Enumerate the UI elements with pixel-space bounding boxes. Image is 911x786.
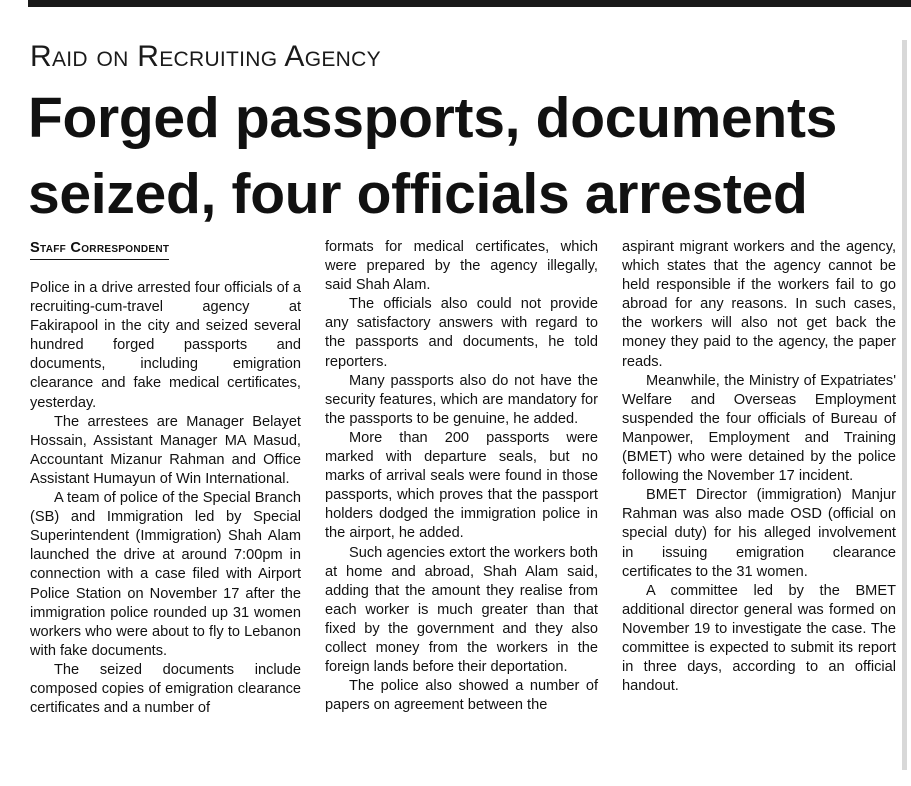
paragraph: More than 200 passports were marked with departure seals, but no marks of arrival seals were found in those passports, which proves that the passport holders dodged the immigration police in the airport, he added. xyxy=(325,429,598,542)
headline-line-2: seized, four officials arrested xyxy=(28,162,808,226)
byline: Staff Correspondent xyxy=(30,238,169,260)
top-border-rule xyxy=(28,0,911,7)
paragraph: Meanwhile, the Ministry of Expatriates' Welfare and Overseas Employment suspended the four officials of Bureau of Manpower, Employment and Training (BMET) who were detained by the police following the November 17 incident. xyxy=(622,372,896,485)
paragraph: Police in a drive arrested four officials of a recruiting-cum-travel agency at Fakirapool in the city and seized several hundred forged passports and documents, including emigration clearance and fake medical certificates, yesterday. xyxy=(30,280,301,411)
paragraph: Such agencies extort the workers both at home and abroad, Shah Alam said, adding that the amount they realise from each worker is much greater than that fixed by the government and they also collect money from the workers in the foreign lands before their deportation. xyxy=(325,544,598,676)
article-column-2 xyxy=(325,238,598,715)
headline-line-1: Forged passports, documents xyxy=(28,86,838,150)
paragraph: formats for medical certificates, which were prepared by the agency illegally, said Shah Alam. xyxy=(325,239,598,294)
article-kicker: Raid on Recruiting Agency xyxy=(30,40,381,73)
paragraph: The police also showed a number of papers on agreement between the xyxy=(325,678,598,714)
paragraph: Many passports also do not have the security features, which are mandatory for the passports to be genuine, he added. xyxy=(325,372,598,427)
paragraph: The arrestees are Manager Belayet Hossain, Assistant Manager MA Masud, Accountant Mizanur Rahman and Office Assistant Humayun of Win International. xyxy=(30,413,301,487)
paragraph: The officials also could not provide any satisfactory answers with regard to the passports and documents, he told reporters. xyxy=(325,296,598,370)
article-column-1 xyxy=(30,238,301,718)
paragraph: aspirant migrant workers and the agency, which states that the agency cannot be held responsible if the workers fail to go abroad for any reasons. In such cases, the workers will also not get back the money they paid to the agency, the paper reads. xyxy=(622,239,896,370)
paragraph: A committee led by the BMET additional director general was formed on November 19 to investigate the case. The committee is expected to submit its report in three days, according to an official handout. xyxy=(622,582,896,695)
paragraph: The seized documents include composed copies of emigration clearance certificates and a number of xyxy=(30,661,301,717)
paragraph: A team of police of the Special Branch (SB) and Immigration led by Special Superintendent (Immigration) Shah Alam launched the drive at around 7:00pm in connection with a case filed with Airport Police Station on November 17 after the immigration police rounded up 31 women workers who were about to fly to Lebanon with fake documents. xyxy=(30,490,301,659)
article-column-3 xyxy=(622,238,896,696)
article-headline xyxy=(28,80,908,232)
paragraph: BMET Director (immigration) Manjur Rahman was also made OSD (official on special duty) for his alleged involvement in issuing emigration clearance certificates to the 31 women. xyxy=(622,487,896,580)
